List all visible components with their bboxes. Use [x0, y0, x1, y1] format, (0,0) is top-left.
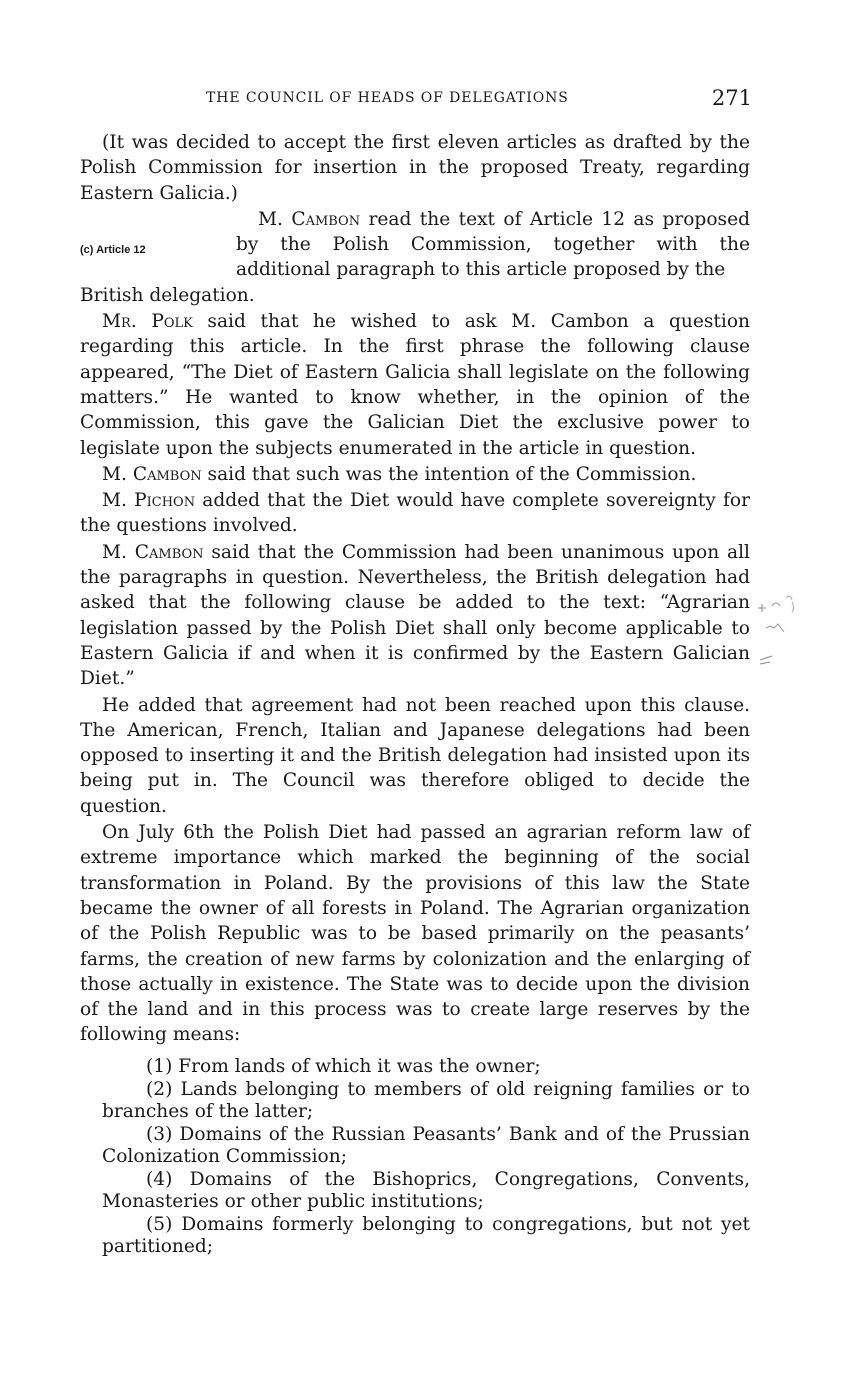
running-title: THE COUNCIL OF HEADS OF DELEGATIONS: [206, 90, 569, 106]
reserves-list: [80, 1056, 750, 1258]
paragraph-continuation: British delegation.: [80, 284, 255, 306]
list-item: [80, 1124, 750, 1168]
speaker-name: M. Cambon: [102, 463, 202, 485]
list-text: Lands belonging to members of old reigning families or to branches of the latter;: [102, 1078, 750, 1122]
paragraph-text: added that the Diet would have complete sovereignty for the questions involved.: [80, 490, 751, 537]
list-item: [80, 1214, 750, 1258]
handwritten-margin-mark: [756, 588, 816, 668]
list-number: (4): [146, 1168, 173, 1190]
list-number: (2): [146, 1078, 173, 1100]
paragraph-agreement: He added that agreement had not been reached upon this clause. The American, French, Italian and Japanese delegations had been opposed to inserting it and the British delegation had insisted upon its being put in. The Council was therefore obliged to decide the question.: [80, 694, 750, 817]
speaker-name: M. Pichon: [102, 490, 196, 512]
running-head: [80, 86, 752, 116]
list-text: From lands of which it was the owner;: [178, 1055, 541, 1077]
body-text: [80, 130, 750, 1259]
paragraph-agrarian-reform: On July 6th the Polish Diet had passed an agrarian reform law of extreme importance which marked the beginning of the social transformation in Poland. By the provisions of this law the State became the owner of all forests in Poland. The Agrarian organization of the Polish Republic was to be based primarily on the peasants’ farms, the creation of new farms by colonization and the enlarging of those actually in existence. The State was to decide upon the division of the land and in this process was to create large reserves by the following means:: [80, 822, 750, 1046]
paragraph-pichon: [80, 488, 750, 539]
list-text: Domains formerly belonging to congregations, but not yet partitioned;: [102, 1213, 751, 1257]
paragraph-cambon-intention: [80, 462, 750, 487]
list-number: (3): [146, 1123, 173, 1145]
article-12-block: [80, 207, 750, 283]
paragraph-polk: [80, 309, 750, 461]
list-text: Domains of the Bishoprics, Congregations, Convents, Monasteries or other public institutions;: [102, 1168, 751, 1212]
list-text: Domains of the Russian Peasants’ Bank and of the Prussian Colonization Commission;: [102, 1123, 750, 1167]
side-label: (c) Article 12: [80, 243, 146, 256]
list-item: [80, 1056, 750, 1078]
list-number: (1): [146, 1055, 173, 1077]
speaker-name: M. Cambon: [102, 541, 204, 563]
list-item: [80, 1169, 750, 1213]
page-number: 271: [711, 86, 752, 110]
paragraph-cambon-unanimous: [80, 540, 750, 692]
list-item: [80, 1079, 750, 1123]
paragraph-text: said that he wished to ask M. Cambon a question regarding this article. In the first phrase the following clause appeared, “The Diet of Eastern Galicia shall legislate on the following matters.” He wanted to know whether, in the opinion of the Commission, this gave the Galician Diet the exclusive power to legislate upon the subjects enumerated in the article in question.: [80, 311, 750, 459]
list-number: (5): [146, 1213, 173, 1235]
paragraph-cambon-reads: [236, 207, 750, 283]
paragraph-text: said that the Commission had been unanimous upon all the paragraphs in question. Nevertheless, the British delegation had asked that the following clause be added to the text: “Agrarian legislation passed by the Polish Diet shall only become applicable to Eastern Galicia if and when it is confirmed by the Eastern Galician Diet.”: [80, 541, 750, 690]
speaker-name: Mr. Polk: [102, 311, 193, 333]
paragraph-decision: (It was decided to accept the first eleven articles as drafted by the Polish Commission for insertion in the proposed Treaty, regarding Eastern Galicia.): [80, 132, 750, 204]
paragraph-text: read the text of Article 12 as proposed by the Polish Commission, together with the additional paragraph to this article proposed by the: [236, 208, 750, 281]
paragraph-text: said that such was the intention of the Commission.: [201, 463, 697, 485]
speaker-name: M. Cambon: [258, 208, 361, 230]
